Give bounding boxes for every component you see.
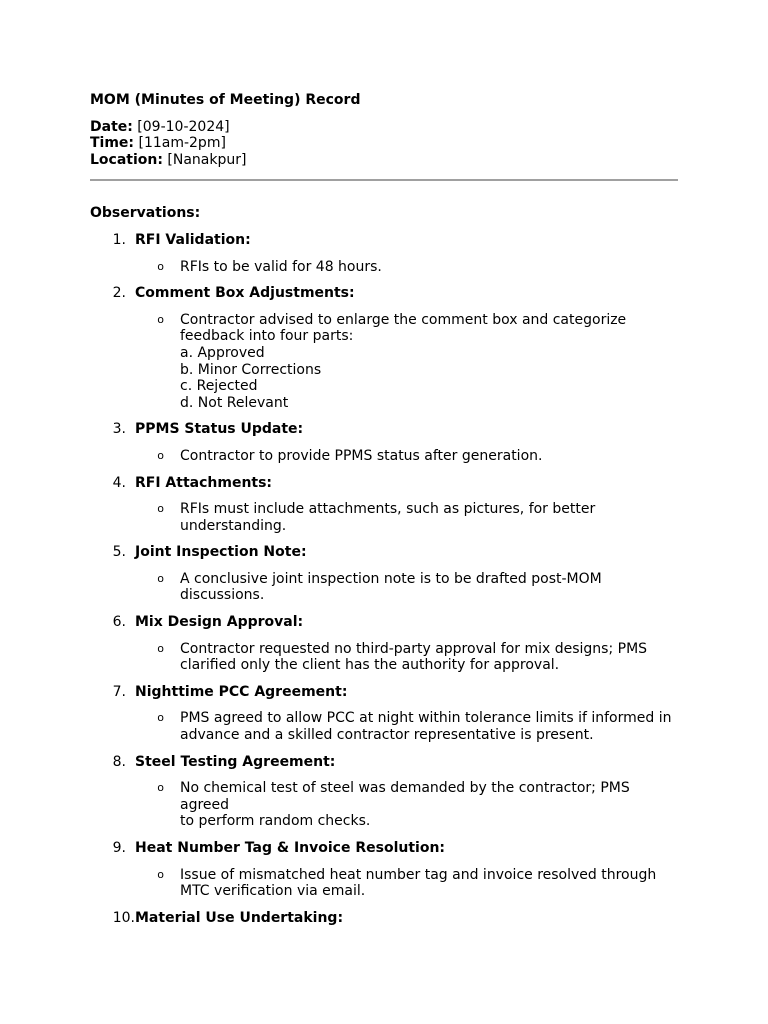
bullet-text <box>180 501 678 534</box>
bullet-point <box>90 501 678 534</box>
time-label: Time: <box>90 135 135 152</box>
observation-bullets <box>90 259 678 276</box>
observation-item <box>90 614 678 674</box>
bullet-point <box>90 641 678 674</box>
location-line <box>90 152 678 169</box>
meeting-details <box>90 119 678 169</box>
observation-heading <box>90 544 678 561</box>
time-value: [11am-2pm] <box>134 135 226 152</box>
observation-bullets <box>90 448 678 465</box>
bullet-text-line: b. Minor Corrections <box>180 361 322 378</box>
bullet-marker-icon: o <box>157 867 164 881</box>
observation-item <box>90 910 678 927</box>
bullet-text-line: Contractor to provide PPMS status after generation. <box>180 447 543 464</box>
observation-number: 7. <box>112 683 126 700</box>
bullet-point <box>90 259 678 276</box>
observation-heading <box>90 754 678 771</box>
bullet-text-line: to perform random checks. <box>180 813 371 830</box>
observation-title: Mix Design Approval: <box>135 614 304 631</box>
observation-title: Heat Number Tag & Invoice Resolution: <box>135 840 446 856</box>
bullet-text-line: A conclusive joint inspection note is to be drafted post-MOM <box>180 570 602 587</box>
observation-number: 5. <box>112 544 126 561</box>
bullet-text-line: advance and a skilled contractor representative is present. <box>180 727 594 744</box>
bullet-point <box>90 867 678 900</box>
observation-bullets <box>90 867 678 900</box>
observation-heading <box>90 614 678 631</box>
observation-number: 8. <box>112 753 126 770</box>
observation-bullets <box>90 710 678 743</box>
bullet-text-line: MTC verification via email. <box>180 883 366 900</box>
bullet-text-line: Contractor advised to enlarge the comment box and categorize <box>180 311 627 328</box>
bullet-text <box>180 710 678 743</box>
time-line <box>90 135 678 152</box>
observation-number: 3. <box>112 421 126 438</box>
location-label: Location: <box>90 151 163 168</box>
bullet-marker-icon: o <box>157 259 164 273</box>
observation-heading <box>90 285 678 302</box>
observation-item <box>90 754 678 830</box>
observation-item <box>90 421 678 464</box>
observation-title: Nighttime PCC Agreement: <box>135 683 348 700</box>
observation-heading <box>90 232 678 249</box>
observation-number: 1. <box>112 231 126 248</box>
bullet-marker-icon: o <box>157 641 164 655</box>
horizontal-divider <box>90 179 678 181</box>
observations-heading: Observations: <box>90 205 201 222</box>
observation-title: PPMS Status Update: <box>135 421 304 438</box>
observation-title: Comment Box Adjustments: <box>135 285 355 302</box>
bullet-text <box>180 259 678 276</box>
bullet-point <box>90 710 678 743</box>
bullet-text-line: discussions. <box>180 587 265 604</box>
observation-number: 10. <box>112 909 135 926</box>
bullet-text <box>180 312 678 412</box>
bullet-text-line: RFIs must include attachments, such as pictures, for better <box>180 501 596 518</box>
bullet-marker-icon: o <box>157 781 164 795</box>
observation-title: Steel Testing Agreement: <box>135 753 336 770</box>
bullet-marker-icon: o <box>157 448 164 462</box>
observation-title: Material Use Undertaking: <box>135 909 344 926</box>
bullet-text-line: No chemical test of steel was demanded by the contractor; PMS agreed <box>180 780 630 813</box>
observations-list <box>90 232 678 926</box>
bullet-text-line: clarified only the client has the authority for approval. <box>180 657 560 674</box>
bullet-marker-icon: o <box>157 502 164 516</box>
observation-item <box>90 475 678 535</box>
observation-bullets <box>90 312 678 412</box>
observation-bullets <box>90 641 678 674</box>
bullet-text <box>180 867 678 900</box>
observation-bullets <box>90 571 678 604</box>
observation-number: 9. <box>112 840 126 856</box>
bullet-point <box>90 780 678 830</box>
bullet-marker-icon: o <box>157 571 164 585</box>
observation-heading <box>90 421 678 438</box>
observation-number: 6. <box>112 614 126 631</box>
observation-bullets <box>90 501 678 534</box>
observation-title: RFI Validation: <box>135 231 251 248</box>
bullet-text-line: feedback into four parts: <box>180 328 354 345</box>
observation-title: Joint Inspection Note: <box>135 544 307 561</box>
bullet-text <box>180 641 678 674</box>
bullet-point <box>90 571 678 604</box>
date-label: Date: <box>90 118 133 135</box>
bullet-text-line: RFIs to be valid for 48 hours. <box>180 258 382 275</box>
bullet-text-line: Issue of mismatched heat number tag and invoice resolved through <box>180 866 657 883</box>
bullet-text <box>180 780 678 830</box>
observation-item <box>90 684 678 744</box>
bullet-text-line: Contractor requested no third-party approval for mix designs; PMS <box>180 640 648 657</box>
observation-item <box>90 232 678 275</box>
observation-number: 4. <box>112 474 126 491</box>
date-line <box>90 119 678 136</box>
date-value: [09-10-2024] <box>132 118 230 135</box>
observation-item <box>90 285 678 411</box>
observation-item <box>90 840 678 900</box>
observation-number: 2. <box>112 285 126 302</box>
observation-item <box>90 544 678 604</box>
location-value: [Nanakpur] <box>162 151 247 168</box>
observation-title: RFI Attachments: <box>135 474 273 491</box>
bullet-point <box>90 448 678 465</box>
bullet-text-line: PMS agreed to allow PCC at night within tolerance limits if informed in <box>180 710 672 727</box>
bullet-marker-icon: o <box>157 711 164 725</box>
observation-heading <box>90 910 678 927</box>
document-page <box>90 92 678 936</box>
bullet-text-line: c. Rejected <box>180 378 258 395</box>
bullet-text-line: d. Not Relevant <box>180 394 289 411</box>
document-title: MOM (Minutes of Meeting) Record <box>90 92 361 108</box>
bullet-text <box>180 448 678 465</box>
observation-heading <box>90 684 678 701</box>
observation-heading <box>90 475 678 492</box>
bullet-point <box>90 312 678 412</box>
observation-bullets <box>90 780 678 830</box>
bullet-text <box>180 571 678 604</box>
bullet-text-line: a. Approved <box>180 344 265 361</box>
observation-heading <box>90 840 678 857</box>
bullet-text-line: understanding. <box>180 517 287 534</box>
bullet-marker-icon: o <box>157 312 164 326</box>
